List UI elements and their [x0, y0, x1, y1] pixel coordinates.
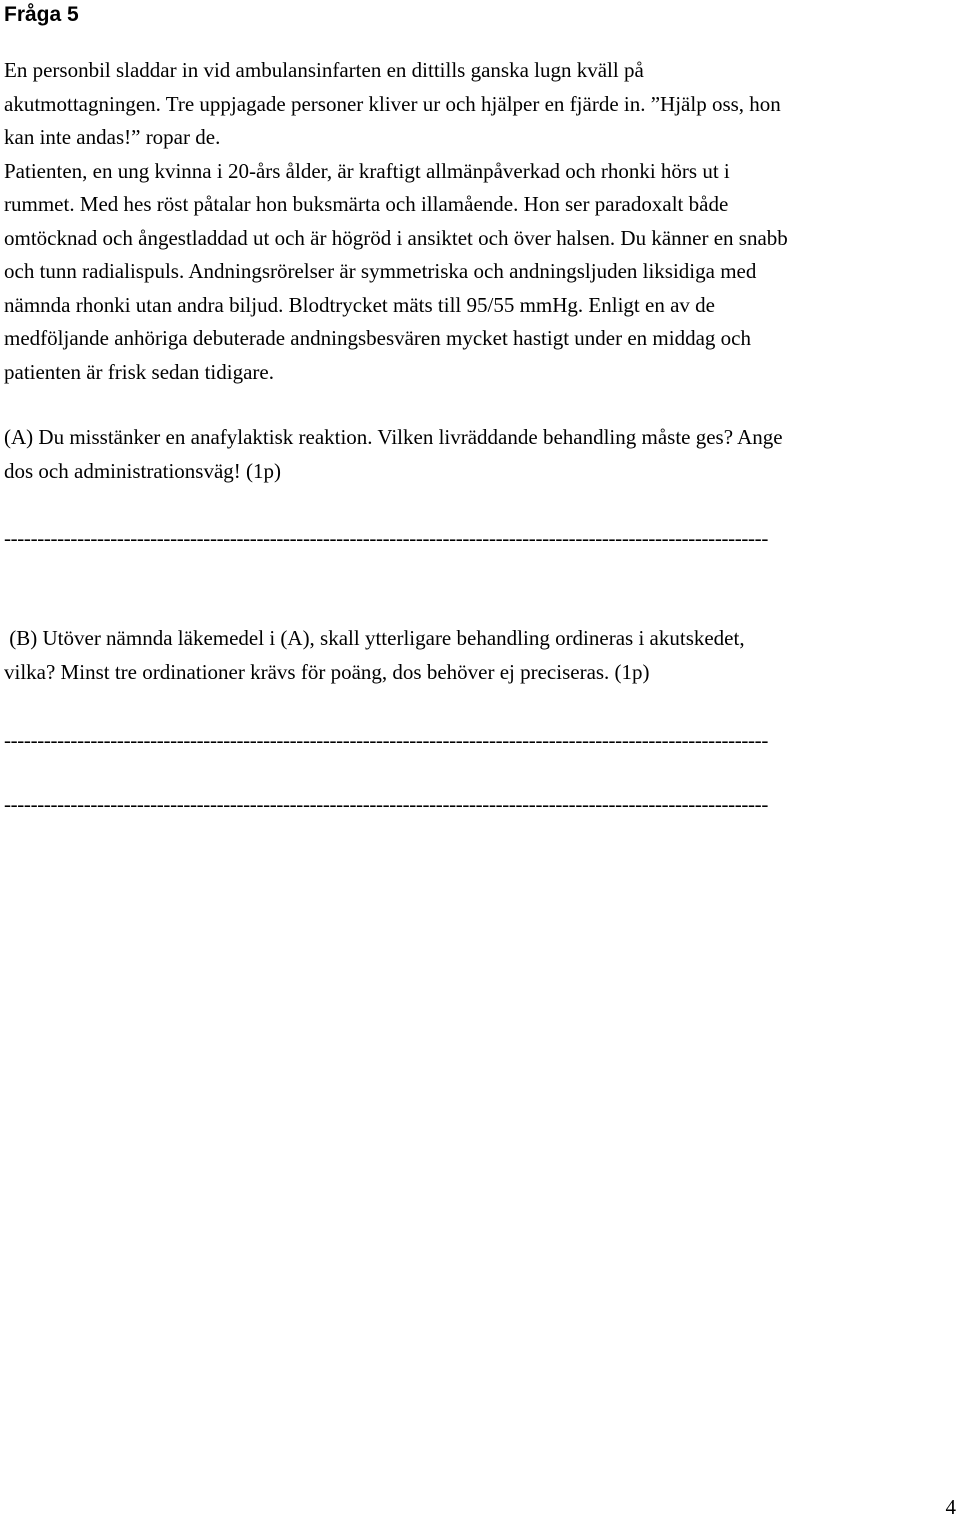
question-heading: Fråga 5: [4, 3, 79, 26]
case-line: Patienten, en ung kvinna i 20-års ålder, är kraftigt allmänpåverkad och rhonki hörs ut i: [4, 158, 730, 183]
question-a-line: (A) Du misstänker en anafylaktisk reaktion. Vilken livräddande behandling måste ges? Ange: [4, 425, 783, 449]
question-b-line: (B) Utöver nämnda läkemedel i (A), skall ytterligare behandling ordineras i akutskedet,: [4, 626, 745, 650]
case-line: medföljande anhöriga debuterade andningsbesvären mycket hastigt under en middag och: [4, 326, 751, 350]
question-a-line: dos och administrationsväg! (1p): [4, 458, 282, 483]
question-b-line: vilka? Minst tre ordinationer krävs för poäng, dos behöver ej preciseras. (1p): [4, 659, 650, 684]
case-line: och tunn radialispuls. Andningsrörelser är symmetriska och andningsljuden liksidiga med: [4, 259, 757, 283]
question-b: [4, 622, 956, 689]
answer-line-a: -------------------------------------------------------------------------------------------------------------------: [4, 526, 768, 550]
case-line: omtöcknad och ångestladdad ut och är högröd i ansiktet och över halsen. Du känner en snabb: [4, 225, 788, 250]
case-line: nämnda rhonki utan andra biljud. Blodtrycket mäts till 95/55 mmHg. Enligt en av de: [4, 292, 715, 317]
question-a: [4, 421, 956, 488]
case-line: patienten är frisk sedan tidigare.: [4, 359, 274, 384]
answer-line-b-2: -------------------------------------------------------------------------------------------------------------------: [4, 792, 768, 816]
case-line: En personbil sladdar in vid ambulansinfarten en dittills ganska lugn kväll på: [4, 58, 644, 82]
page-number: 4: [945, 1495, 956, 1519]
case-description: [4, 54, 956, 389]
case-line: kan inte andas!” ropar de.: [4, 125, 221, 149]
answer-line-b-1: -------------------------------------------------------------------------------------------------------------------: [4, 728, 768, 752]
case-line: rummet. Med hes röst påtalar hon buksmärta och illamående. Hon ser paradoxalt både: [4, 192, 729, 216]
case-line: akutmottagningen. Tre uppjagade personer kliver ur och hjälper en fjärde in. ”Hjälp oss, hon: [4, 91, 781, 116]
